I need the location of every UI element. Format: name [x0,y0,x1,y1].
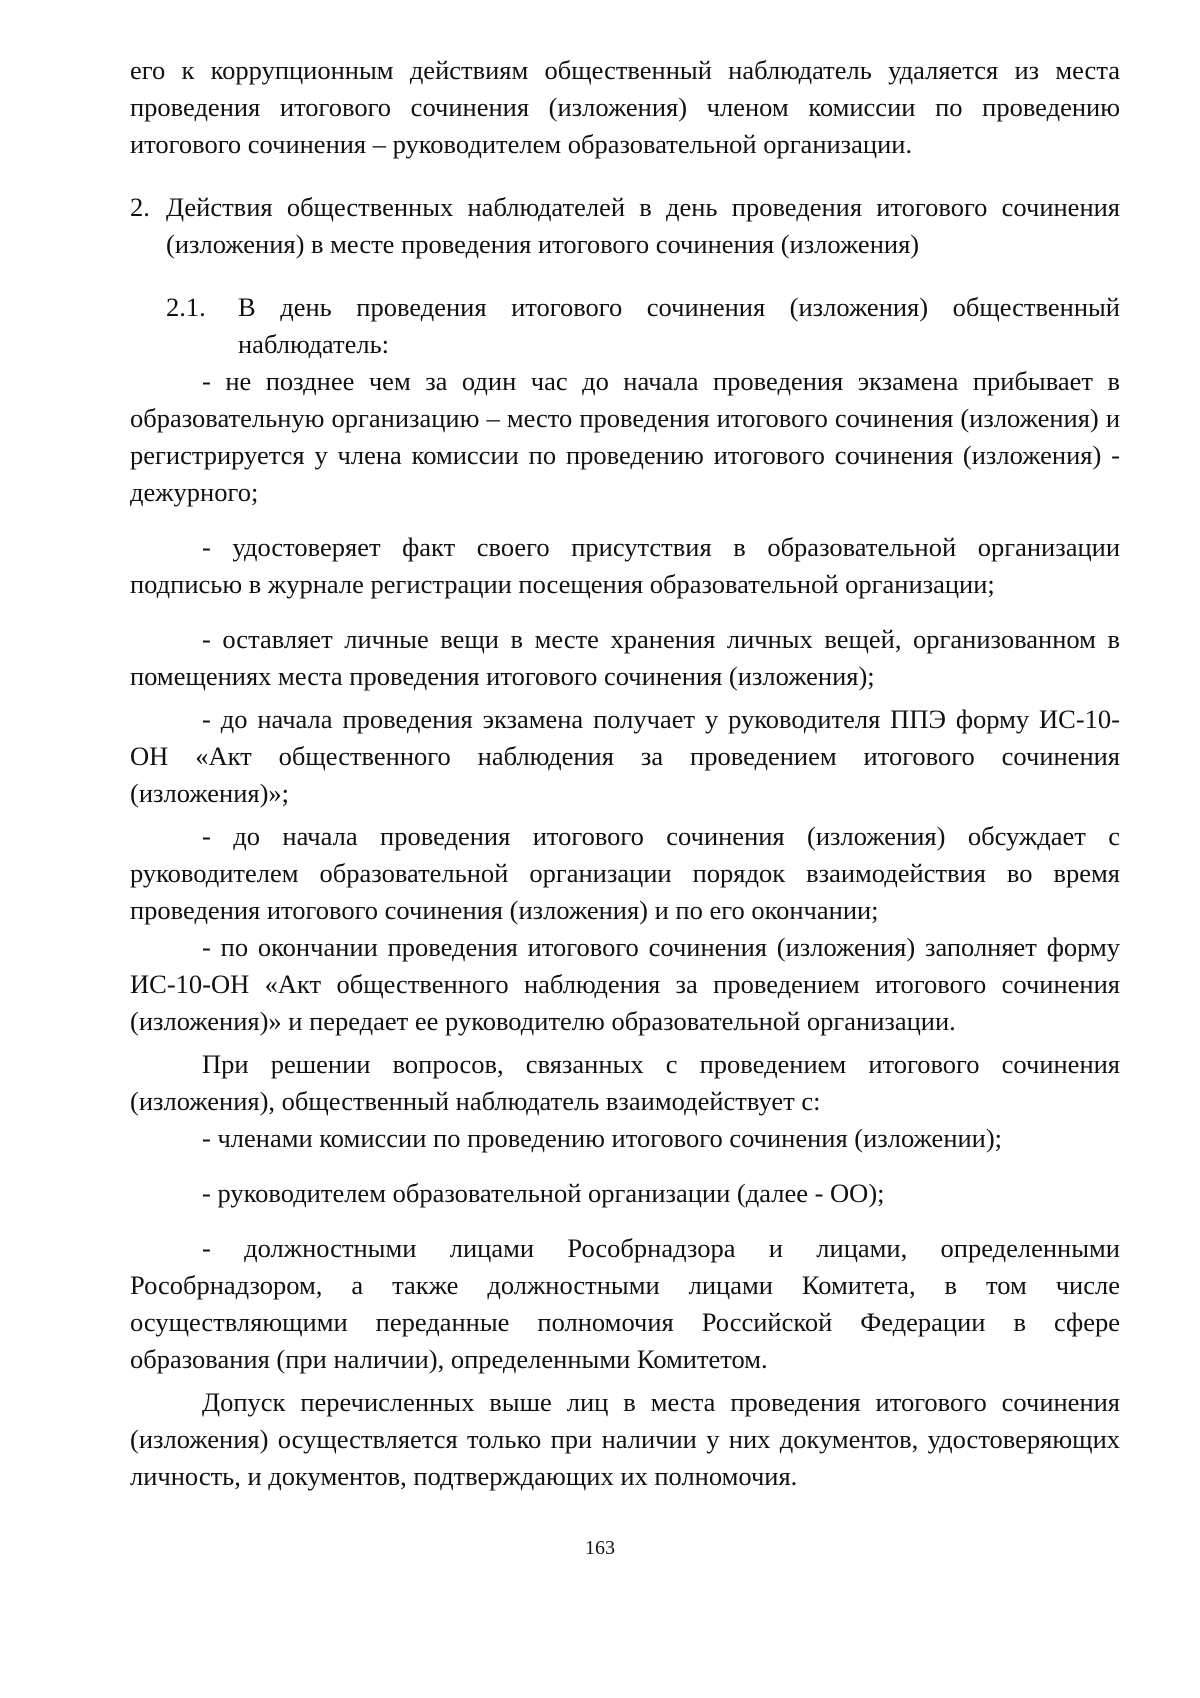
list-item: - до начала проведения итогового сочинения (изложения) обсуждает с руководителем образовательной организации порядок взаимодействия во время проведения итогового сочинения (изложения) и по его окончании; [130,821,1120,925]
page-number: 163 [585,1537,615,1559]
list-item: - по окончании проведения итогового сочинения (изложения) заполняет форму ИС-10-ОН «Акт общественного наблюдения за проведением итогового сочинения (изложения)» и передает ее руководителю образовательной организации. [130,932,1120,1036]
section-2-heading [130,189,1120,263]
section-title: Действия общественных наблюдателей в день проведения итогового сочинения (изложения) в месте проведения итогового сочинения (изложения) [166,192,1120,259]
section-number: 2. [130,192,150,222]
list-item: - не позднее чем за один час до начала проведения экзамена прибывает в образовательную организацию – место проведения итогового сочинения (изложения) и регистрируется у члена комиссии по проведению итогового сочинения (изложения) - дежурного; [130,366,1120,507]
interaction-item: - членами комиссии по проведению итогового сочинения (изложении); [202,1123,1003,1153]
list-item: - удостоверяет факт своего присутствия в образовательной организации подписью в журнале регистрации посещения образовательной организации; [130,532,1120,599]
subsection-title: В день проведения итогового сочинения (изложения) общественный наблюдатель: [238,292,1120,359]
intro-paragraph: его к коррупционным действиям общественный наблюдатель удаляется из места проведения итогового сочинения (изложения) членом комиссии по проведению итогового сочинения – руководителем образовательной организации. [130,55,1120,159]
subsection-number: 2.1. [166,292,206,322]
interaction-intro-paragraph: При решении вопросов, связанных с проведением итогового сочинения (изложения), общественный наблюдатель взаимодействует с: [130,1049,1120,1116]
interaction-item: - должностными лицами Рособрнадзора и лицами, определенными Рособрнадзором, а также должностными лицами Комитета, в том числе осуществляющими переданные полномочия Российской Федерации в сфере образования (при наличии), определенными Комитетом. [130,1233,1120,1374]
list-item: - до начала проведения экзамена получает у руководителя ППЭ форму ИС-10-ОН «Акт общественного наблюдения за проведением итогового сочинения (изложения)»; [130,704,1120,808]
interaction-item: - руководителем образовательной организации (далее - ОО); [202,1178,885,1208]
list-item: - оставляет личные вещи в месте хранения личных вещей, организованном в помещениях места проведения итогового сочинения (изложения); [130,624,1120,691]
admission-paragraph: Допуск перечисленных выше лиц в места проведения итогового сочинения (изложения) осуществляется только при наличии у них документов, удостоверяющих личность, и документов, подтверждающих их полномочия. [130,1387,1120,1491]
subsection-2-1-heading [130,289,1120,363]
document-page [130,52,1120,1495]
